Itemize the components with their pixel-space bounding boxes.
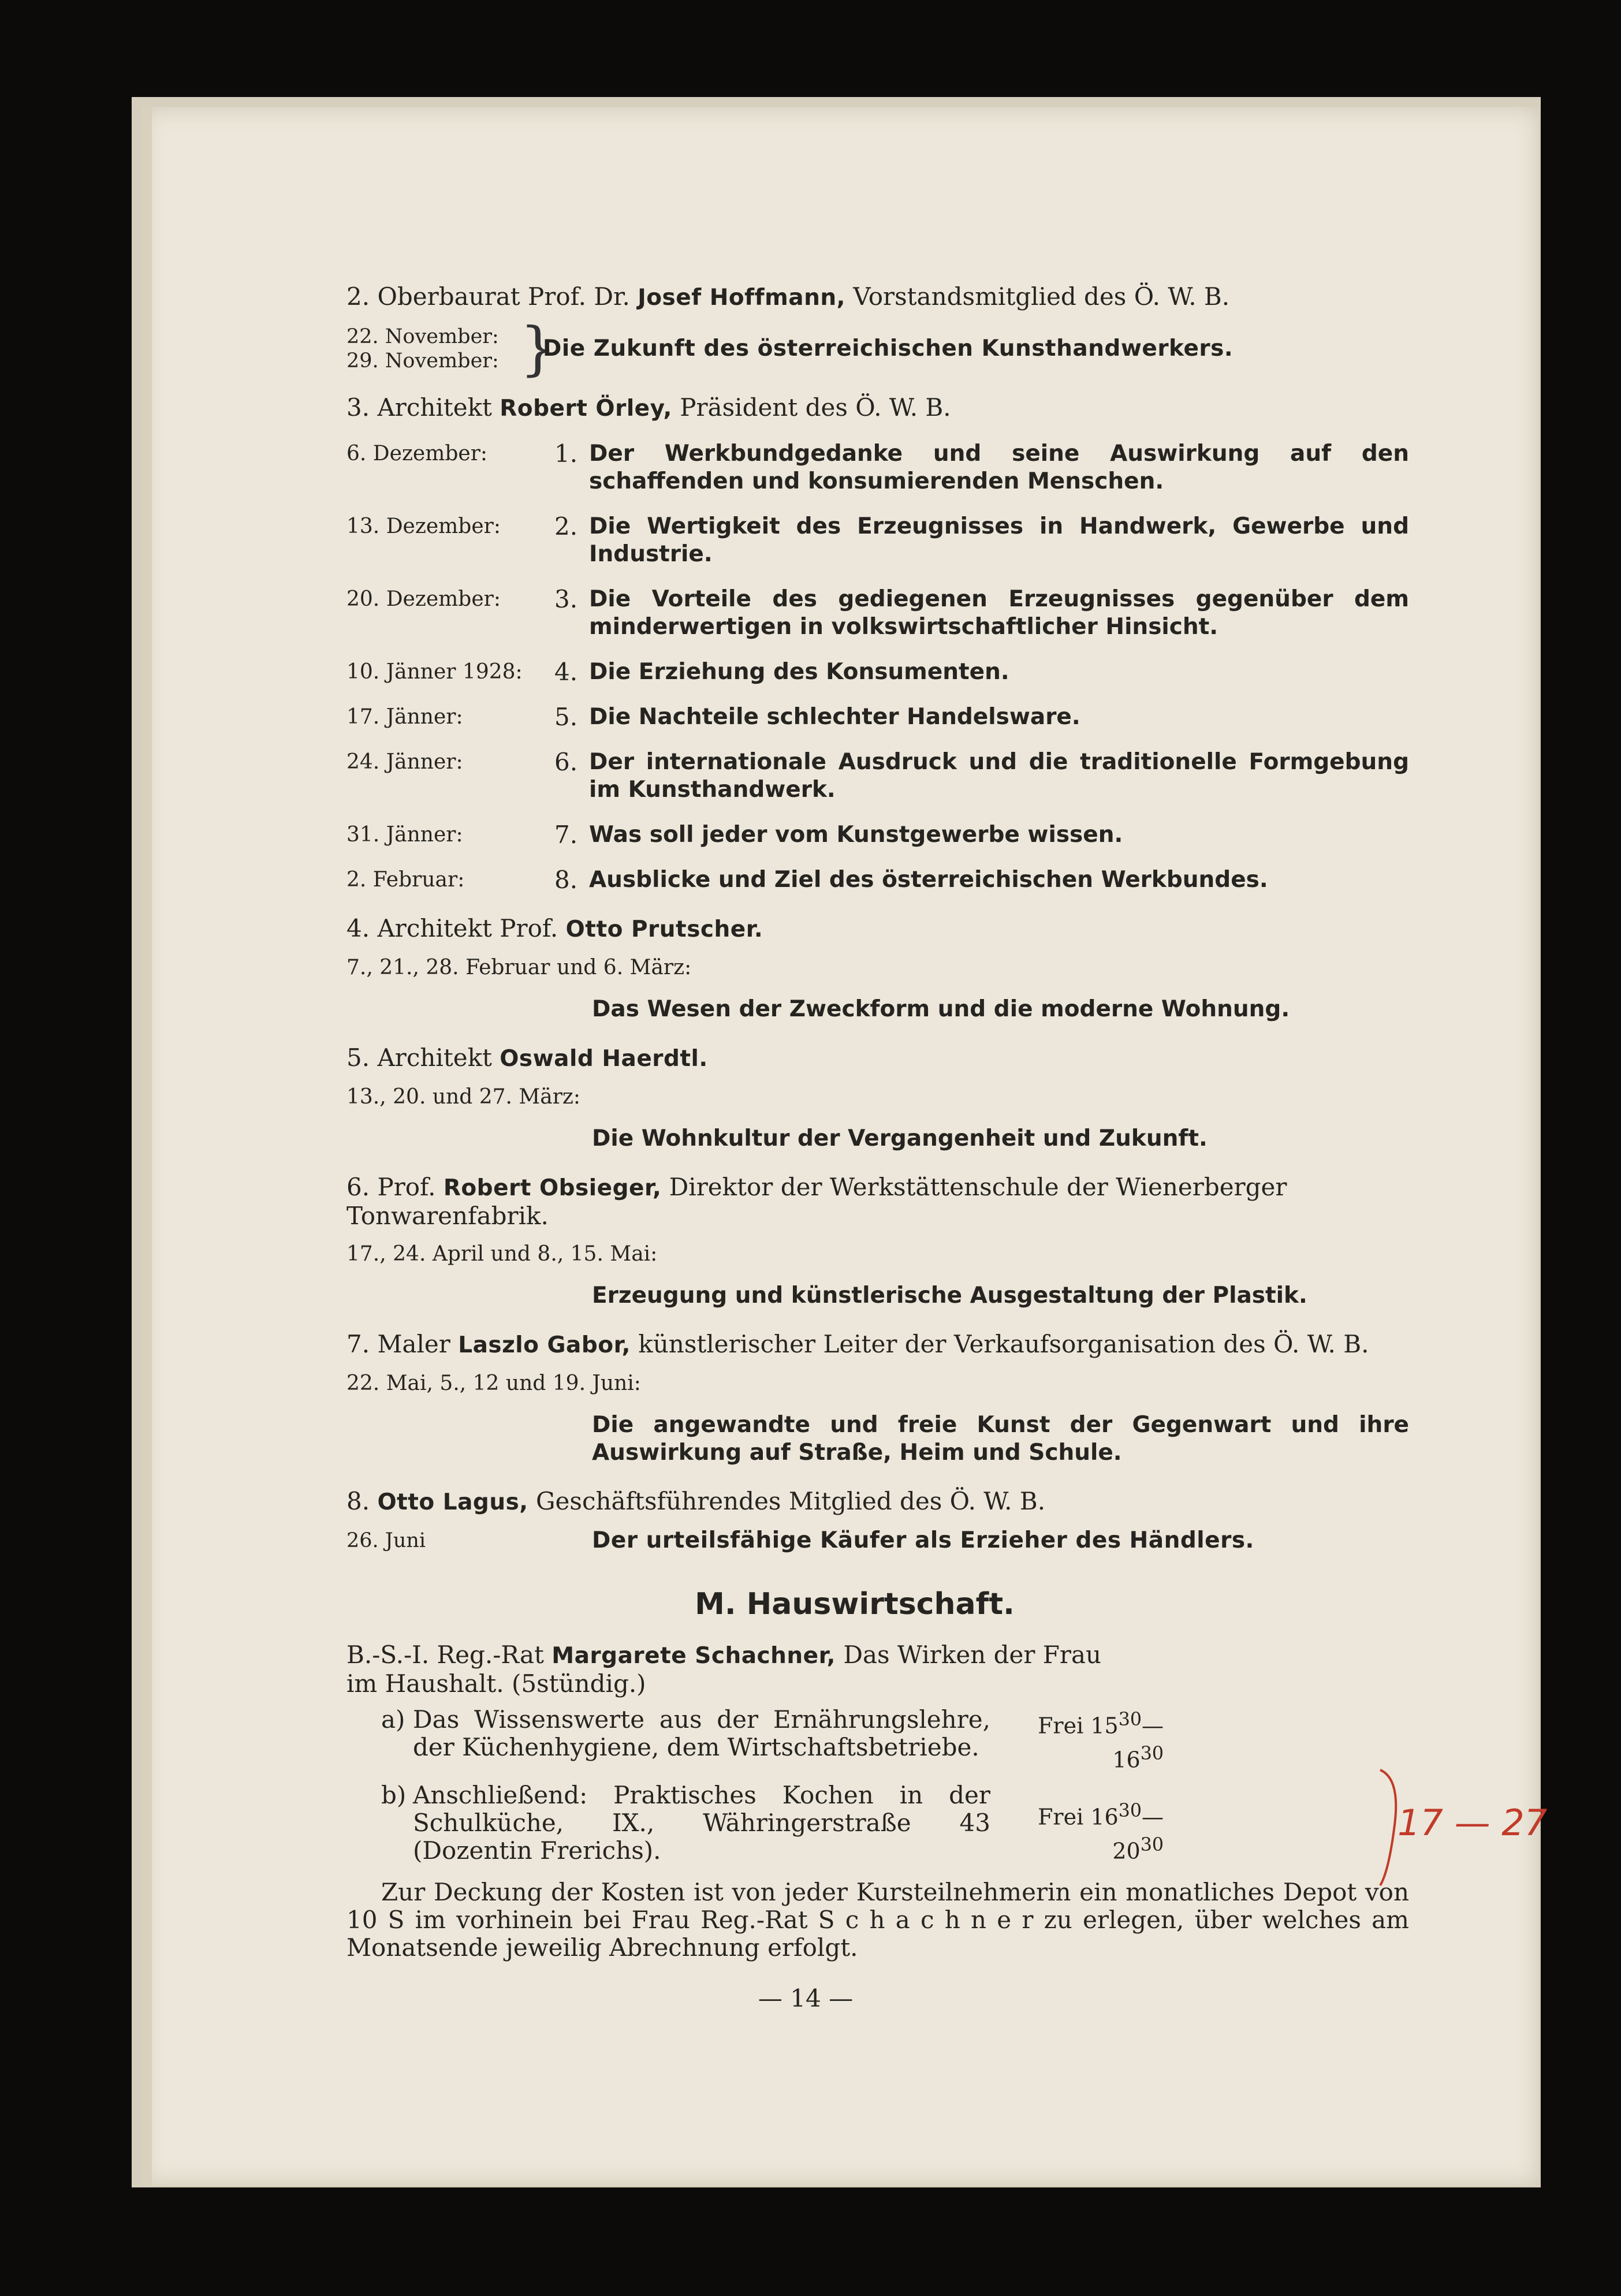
session-row: 6. Dezember: 1. Der Werkbundgedanke und seine Auswirkung auf den schaffenden und konsumierenden Menschen.: [346, 439, 1409, 494]
lecturer-name: Robert Örley,: [500, 396, 672, 422]
lecture-topic: Die Zukunft des österreichischen Kunsthandwerkers.: [543, 336, 1234, 361]
lecture-dates: 22. Mai, 5., 12 und 19. Juni:: [346, 1371, 641, 1395]
lecturer-name: Oswald Haerdtl.: [500, 1046, 708, 1072]
course-time: Frei $16^{30}—20^{30}$: [1038, 1801, 1164, 1864]
lecture-topic: Erzeugung und künstlerische Ausgestaltung der Plastik.: [592, 1283, 1307, 1309]
page-number: — 14 —: [758, 1984, 854, 2013]
handwritten-note: 17 — 27: [1398, 1802, 1548, 1844]
lecturer-name: Otto Prutscher.: [565, 916, 763, 942]
brace-icon: }: [520, 315, 557, 382]
session-row: 20. Dezember: 3. Die Vorteile des gediegenen Erzeugnisses gegenüber dem minderwertigen in volkswirtschaftlicher Hinsicht.: [346, 585, 1409, 640]
session-row: 10. Jänner 1928: 4. Die Erziehung des Konsumenten.: [346, 658, 1009, 686]
lecturer-3-heading: 3. Architekt Robert Örley, Präsident des Ö. W. B.: [346, 393, 951, 422]
lecture-topic: Die angewandte und freie Kunst der Gegenwart und ihre Auswirkung auf Straße, Heim und Schule.: [592, 1412, 1409, 1466]
section-intro: B.-S.-I. Reg.-Rat Margarete Schachner, Das Wirken der Frau im Haushalt. (5stündig.): [346, 1641, 1102, 1698]
lecturer-name: Robert Obsieger,: [443, 1175, 662, 1201]
course-item-b: b) Anschließend: Praktisches Kochen in der Schulküche, IX., Währingerstraße 43 (Dozentin Frerichs). Frei $16^{30}—20^{30}$: [381, 1781, 1164, 1865]
lecturer-name: Otto Lagus,: [377, 1489, 528, 1515]
lecturer-5-heading: 5. Architekt Oswald Haerdtl.: [346, 1043, 708, 1072]
lecturer-name: Josef Hoffmann,: [638, 285, 845, 311]
lecture-topic: Die Wohnkultur der Vergangenheit und Zukunft.: [592, 1125, 1208, 1151]
lecturer-4-heading: 4. Architekt Prof. Otto Prutscher.: [346, 914, 763, 942]
session-row: 17. Jänner: 5. Die Nachteile schlechter Handelsware.: [346, 703, 1080, 731]
lecturer-name: Laszlo Gabor,: [458, 1332, 631, 1358]
lecture-dates: 26. Juni: [346, 1529, 426, 1552]
section-heading: M. Hauswirtschaft.: [695, 1587, 1015, 1622]
session-row: 31. Jänner: 7. Was soll jeder vom Kunstgewerbe wissen.: [346, 821, 1123, 849]
session-row: 2. Februar: 8. Ausblicke und Ziel des österreichischen Werkbundes.: [346, 866, 1268, 894]
cost-note: Zur Deckung der Kosten ist von jeder Kursteilnehmerin ein monatliches Depot von 10 S im vorhinein bei Frau Reg.-Rat S c h a c h n e r zu erlegen, über welches am Monatsende jeweilig Abrechnung erfolgt.: [346, 1878, 1409, 1962]
session-row: 13. Dezember: 2. Die Wertigkeit des Erzeugnisses in Handwerk, Gewerbe und Industrie.: [346, 512, 1409, 567]
course-item-a: a) Das Wissenswerte aus der Ernährungslehre, der Küchenhygiene, dem Wirtschaftsbetriebe. Frei $15^{30}—16^{30}$: [381, 1705, 1164, 1773]
lecture-topic: Das Wesen der Zweckform und die moderne Wohnung.: [592, 996, 1290, 1022]
page-content: [346, 283, 1409, 2012]
session-row: 24. Jänner: 6. Der internationale Ausdruck und die traditionelle Formgebung im Kunsthandwerk.: [346, 748, 1409, 803]
lecture-topic: Der urteilsfähige Käufer als Erzieher des Händlers.: [592, 1527, 1254, 1553]
lecturer-6-heading: 6. Prof. Robert Obsieger, Direktor der Werkstättenschule der Wienerberger Tonwarenfabrik.: [346, 1173, 1287, 1230]
lecturer-7-heading: 7. Maler Laszlo Gabor, künstlerischer Leiter der Verkaufsorganisation des Ö. W. B.: [346, 1330, 1369, 1358]
lecture-dates: 7., 21., 28. Februar und 6. März:: [346, 956, 692, 979]
course-time: Frei $15^{30}—16^{30}$: [1038, 1709, 1164, 1773]
lecturer-2-dates: 22. November: 29. November: } Die Zukunft des österreichischen Kunsthandwerkers.: [346, 325, 1409, 373]
lecture-row: [346, 1527, 1409, 1555]
lecture-dates: 13., 20. und 27. März:: [346, 1085, 581, 1109]
lecturer-name: Margarete Schachner,: [551, 1643, 836, 1669]
lecturer-8-heading: 8. Otto Lagus, Geschäftsführendes Mitglied des Ö. W. B.: [346, 1487, 1046, 1515]
lecture-dates: 17., 24. April und 8., 15. Mai:: [346, 1242, 658, 1266]
lecturer-2-heading: 2. Oberbaurat Prof. Dr. Josef Hoffmann, Vorstandsmitglied des Ö. W. B.: [346, 282, 1230, 311]
